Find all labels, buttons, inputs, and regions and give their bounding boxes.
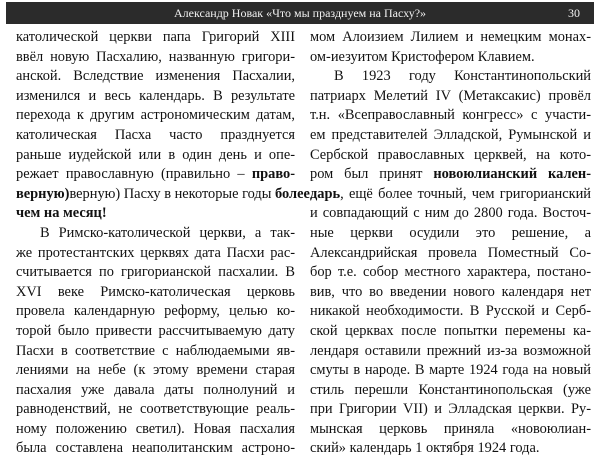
text-line: при Григории VII) и Элладская церкви. Ру-	[310, 401, 591, 418]
text-line: смуты в народе. В марте 1924 года на новый	[310, 362, 591, 379]
text-line: В 1923 году Константинопольский	[334, 68, 591, 85]
text-line: Сербской православных церквей, на кото-	[310, 146, 591, 163]
text-line: патриарх Мелетий IV (Метаксакис) провёл	[310, 87, 591, 104]
header-title: Александр Новак «Что мы празднуем на Пасху?»	[173, 6, 427, 20]
text-segment: режает православную (правильно –	[16, 166, 252, 183]
bold-text: чем на месяц	[16, 205, 102, 222]
text-line: ский» календарь 1 октября 1924 года.	[310, 440, 540, 457]
text-line: мом Алоизием Лилием и немецким монах-	[310, 29, 591, 45]
text-line: же протестантских церквях дата Пасхи рас-	[16, 244, 295, 261]
bold-text: новоюлианский кален-	[433, 166, 591, 183]
text-line: была составлена неаполитанским астроно-	[16, 440, 295, 457]
text-line: считывается по григорианской пасхалии. В	[16, 264, 295, 281]
text-line	[16, 204, 295, 224]
page-header	[6, 2, 594, 24]
paragraph-new-julian	[310, 67, 591, 459]
text-line: т.н. «Всеправославный конгресс» с участи-	[310, 107, 591, 124]
text-line: ному положению светил). Новая пасхалия	[16, 420, 295, 437]
text-line: лендаря оставили прежний из-за возможной	[310, 342, 591, 359]
text-line	[310, 185, 591, 205]
text-segment: ром был принят	[310, 166, 434, 183]
bold-text: дарь	[310, 185, 341, 202]
text-line: изменился и весь календарь. В результате	[16, 87, 295, 104]
text-line: стиль перешли Константинопольская (уже	[310, 381, 591, 398]
right-column	[310, 28, 591, 459]
text-line: XVI веке Римско-католическая церковь	[16, 283, 295, 300]
page-number: 30	[568, 6, 580, 20]
text-line: бор т.е. собор местного характера, постано-	[310, 264, 591, 281]
text-line: пасхалия уже давала даты полнолуний и	[16, 381, 295, 398]
text-line: ввёл новую Пасхалию, названную григори-	[16, 48, 295, 65]
text-line: никакой необходимости. В Русской и Серб-	[310, 303, 591, 320]
text-line: ской церквах после попытки перемены ка-	[310, 322, 591, 339]
paragraph-continuation	[310, 28, 591, 67]
text-line: анской. Вследствие изменения Пасхалии,	[16, 68, 295, 85]
paragraph-roman-catholic	[16, 224, 295, 459]
text-line	[16, 185, 310, 205]
text-line: ом-иезуитом Кристофером Клавием.	[310, 48, 535, 65]
text-line: Александрийская провела Поместный Со-	[310, 244, 591, 261]
text-line: торой было привести рассчитываемую дату	[16, 322, 295, 339]
text-line: Пасхи в соответствие с наблюдаемыми яв-	[16, 342, 295, 359]
text-line: католической церкви папа Григорий XIII	[16, 29, 295, 45]
text-line: ем представителей Элладской, Румынской и	[310, 126, 591, 143]
text-segment: верную) Пасху в некоторые годы	[69, 185, 276, 202]
left-column	[16, 28, 310, 459]
paragraph-gregorian-easter	[16, 28, 310, 224]
text-line: ные церкви осудили это решение, а	[310, 224, 591, 241]
bold-text: право-	[251, 166, 295, 183]
text-line: раньше иудейской или в один день и опе-	[16, 146, 295, 163]
text-line: и совпадающий с ним до 2800 года. Восточ-	[310, 205, 591, 222]
text-line: лениями на небе (к этому времени старая	[16, 362, 295, 379]
text-line: перехода к другим астрономическим датам,	[16, 107, 295, 124]
text-line: провела календарную реформу, целью ко-	[16, 303, 295, 320]
bold-text: верную)	[16, 185, 70, 202]
text-line: равноденствий, не соответствующие реаль-	[16, 401, 295, 418]
bold-text: более	[275, 185, 310, 202]
text-line: В Римско-католической церкви, а так-	[40, 224, 295, 241]
text-line: мынская церковь приняла «новоюлиан-	[310, 420, 591, 437]
text-line	[16, 165, 295, 185]
text-segment: , ещё более точный, чем григорианский	[340, 185, 591, 202]
text-line	[310, 165, 591, 185]
text-line: католическая Пасха часто празднуется	[16, 126, 295, 143]
bold-text: !	[101, 205, 107, 222]
text-line: вив, что во введении нового календаря нет	[310, 283, 591, 300]
